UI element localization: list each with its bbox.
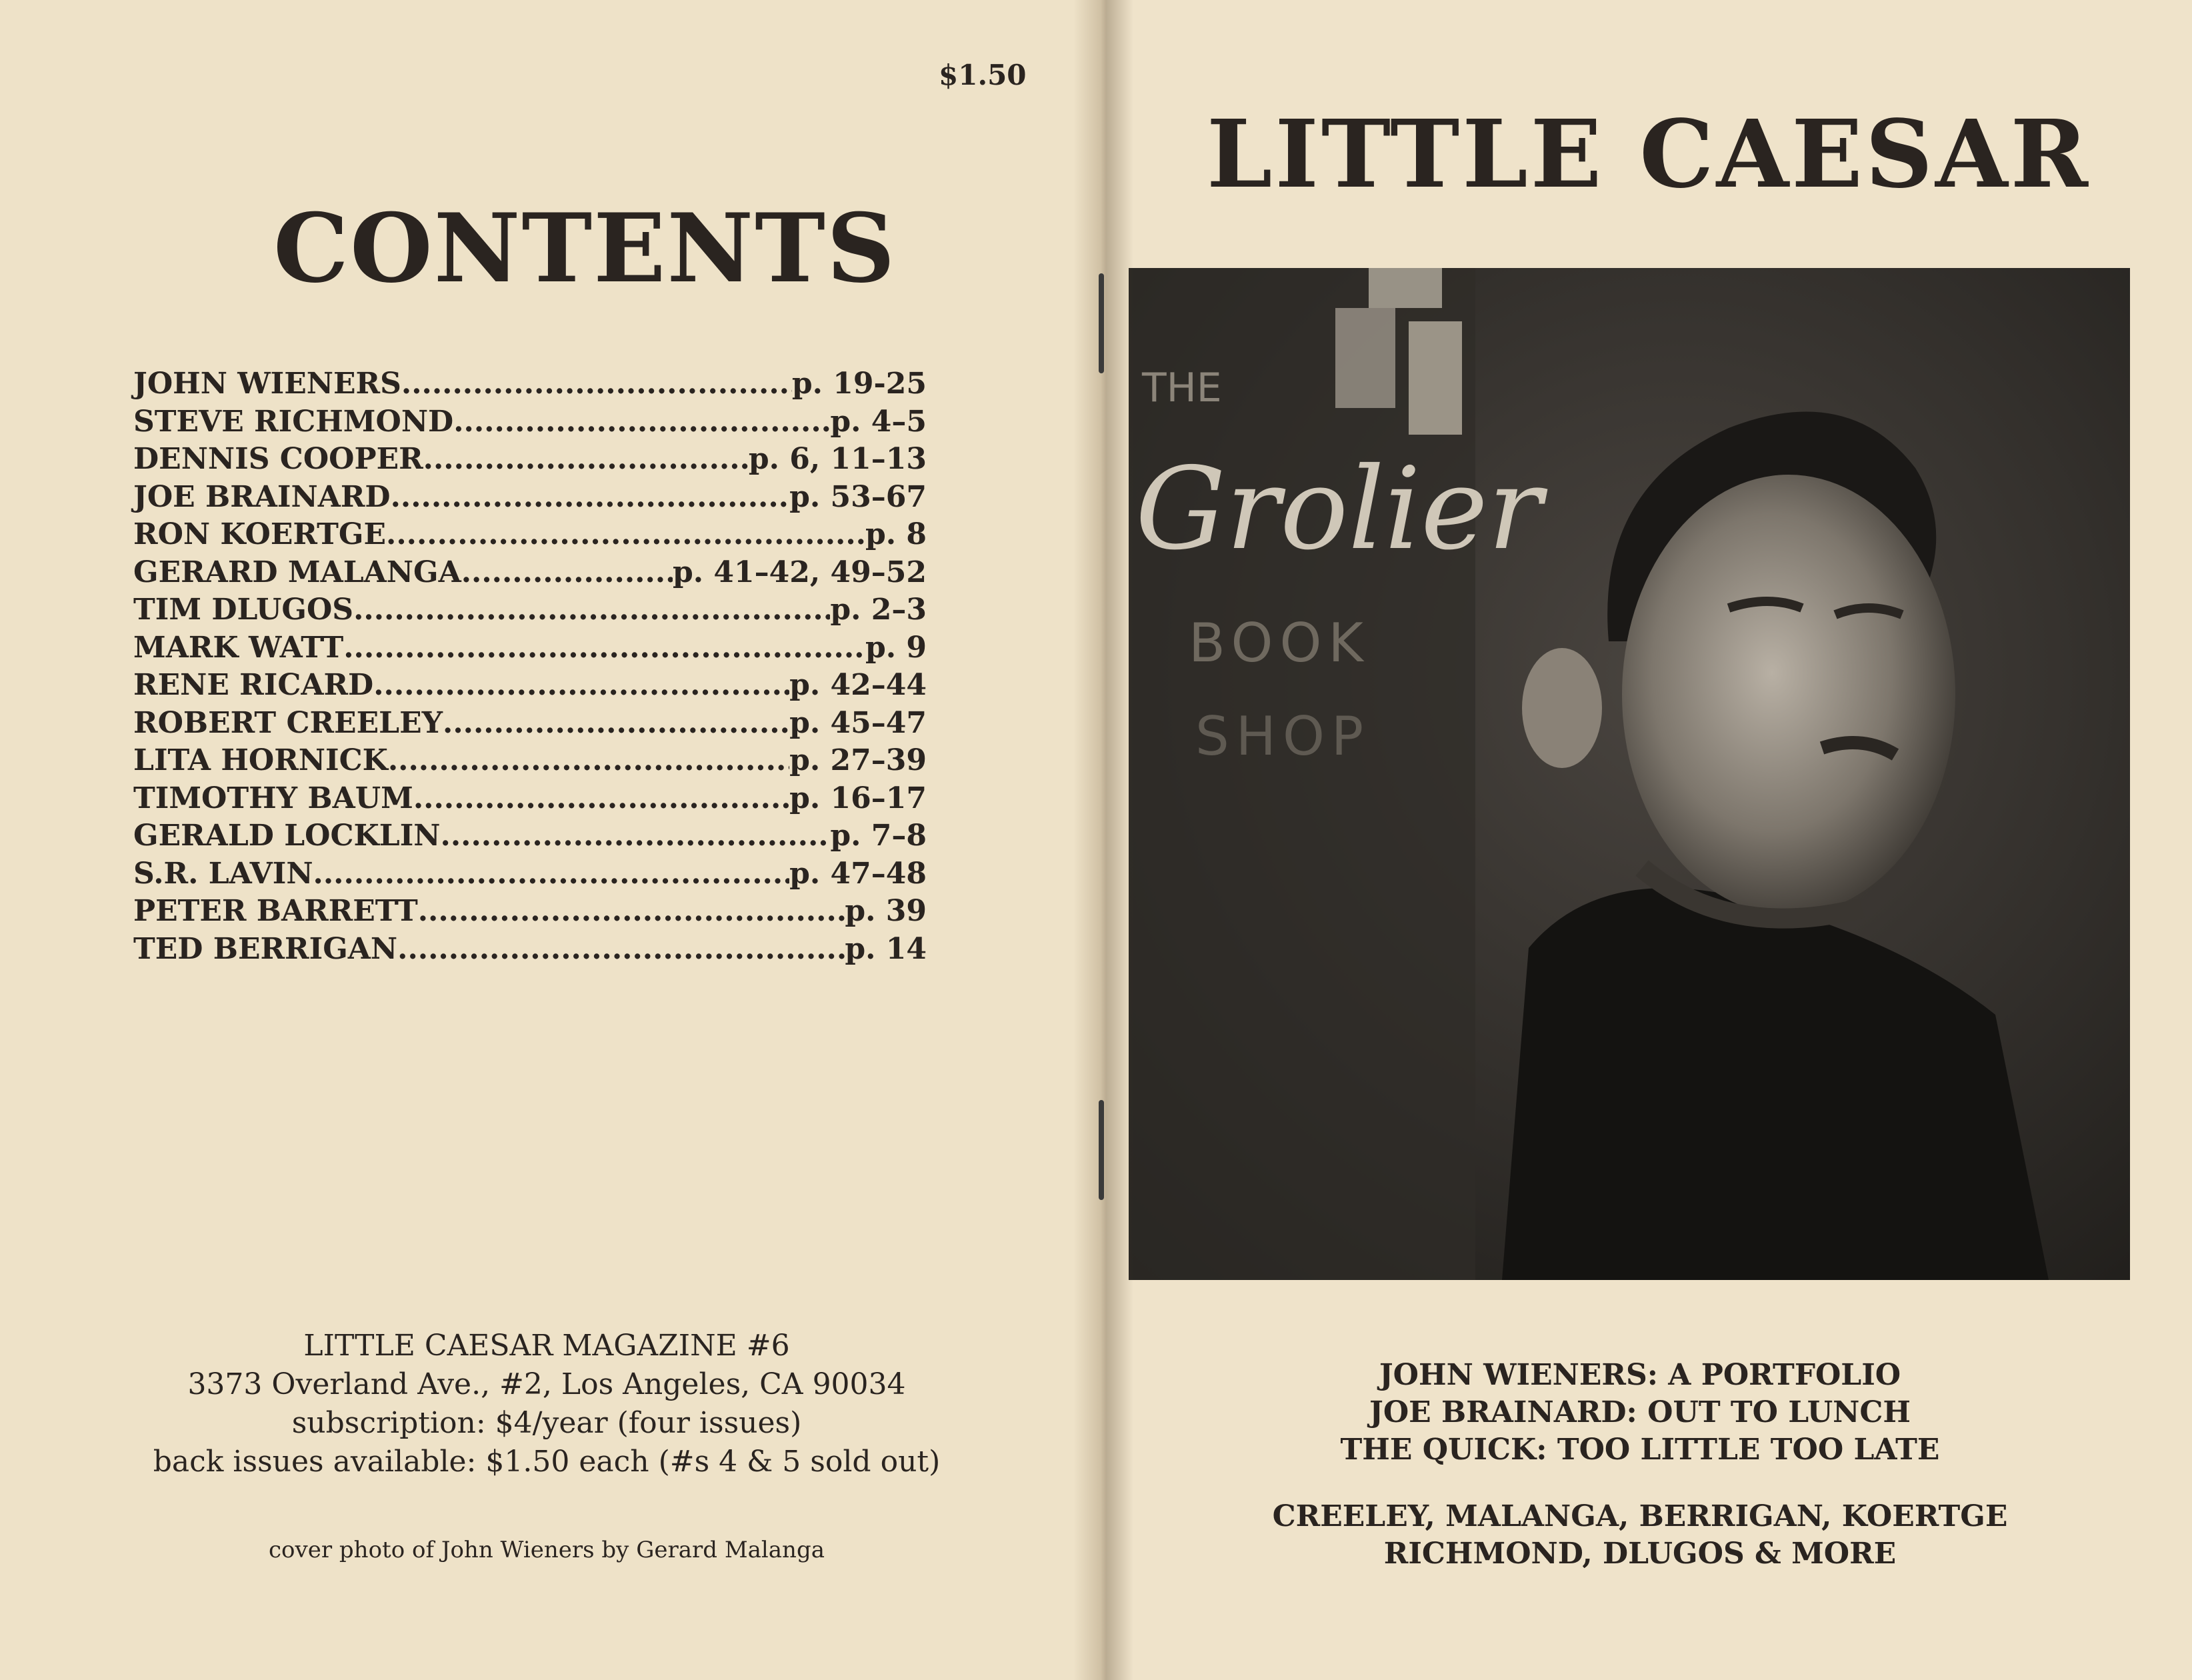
colophon-line: LITTLE CAESAR MAGAZINE #6 — [303, 1329, 790, 1363]
toc-entry: RON KOERTGE ..... p. 8 — [133, 516, 927, 554]
contributors-line: RICHMOND, DLUGOS & MORE — [1383, 1537, 1897, 1571]
sign-the: THE — [1142, 365, 1222, 411]
colophon-line: back issues available: $1.50 each (#s 4 & 5 sold out) — [153, 1445, 941, 1479]
table-of-contents — [133, 365, 927, 968]
headline: JOE BRAINARD: OUT TO LUNCH — [1369, 1395, 1911, 1429]
toc-entry: STEVE RICHMOND ..... p. 4–5 — [133, 403, 927, 441]
toc-entry: TIM DLUGOS ..... p. 2–3 — [133, 591, 927, 629]
contents-heading: CONTENTS — [273, 193, 897, 304]
photo-credit: cover photo of John Wieners by Gerard Malanga — [269, 1537, 825, 1563]
colophon — [120, 1327, 973, 1481]
front-cover-page — [1107, 0, 2192, 1680]
cover-headlines — [1187, 1357, 2093, 1573]
toc-entry: RENE RICARD ..... p. 42–44 — [133, 667, 927, 705]
sign-book: BOOK — [1189, 612, 1370, 674]
toc-entry: TED BERRIGAN ..... p. 14 — [133, 931, 927, 969]
toc-entry: DENNIS COOPER ..... p. 6, 11–13 — [133, 441, 927, 479]
headline: JOHN WIENERS: A PORTFOLIO — [1379, 1358, 1901, 1392]
contributors-line: CREELEY, MALANGA, BERRIGAN, KOERTGE — [1272, 1499, 2008, 1533]
headline: THE QUICK: TOO LITTLE TOO LATE — [1340, 1433, 1940, 1467]
cover-photo — [1129, 268, 2130, 1280]
toc-entry: ROBERT CREELEY ..... p. 45–47 — [133, 705, 927, 743]
price-label: $1.50 — [939, 59, 1027, 91]
staple — [1099, 1100, 1104, 1200]
toc-entry: GERALD LOCKLIN ..... p. 7–8 — [133, 817, 927, 855]
staple — [1099, 273, 1104, 373]
portrait-image — [1129, 268, 2130, 1280]
toc-entry: TIMOTHY BAUM ..... p. 16–17 — [133, 780, 927, 818]
spine-fold — [1073, 0, 1133, 1680]
sign-grolier: Grolier — [1135, 443, 1543, 575]
toc-entry: PETER BARRETT ..... p. 39 — [133, 893, 927, 931]
colophon-line: 3373 Overland Ave., #2, Los Angeles, CA 90034 — [187, 1367, 906, 1401]
sign-shop: SHOP — [1195, 705, 1371, 767]
toc-entry: LITA HORNICK ..... p. 27–39 — [133, 742, 927, 780]
toc-entry: JOHN WIENERS ..... p. 19-25 — [133, 365, 927, 403]
toc-entry: S.R. LAVIN ..... p. 47–48 — [133, 855, 927, 893]
toc-entry: JOE BRAINARD ..... p. 53–67 — [133, 479, 927, 517]
magazine-title: LITTLE CAESAR — [1207, 100, 2091, 209]
toc-entry: GERARD MALANGA ..... p. 41–42, 49–52 — [133, 554, 927, 592]
toc-entry: MARK WATT ..... p. 9 — [133, 629, 927, 667]
colophon-line: subscription: $4/year (four issues) — [291, 1406, 802, 1440]
